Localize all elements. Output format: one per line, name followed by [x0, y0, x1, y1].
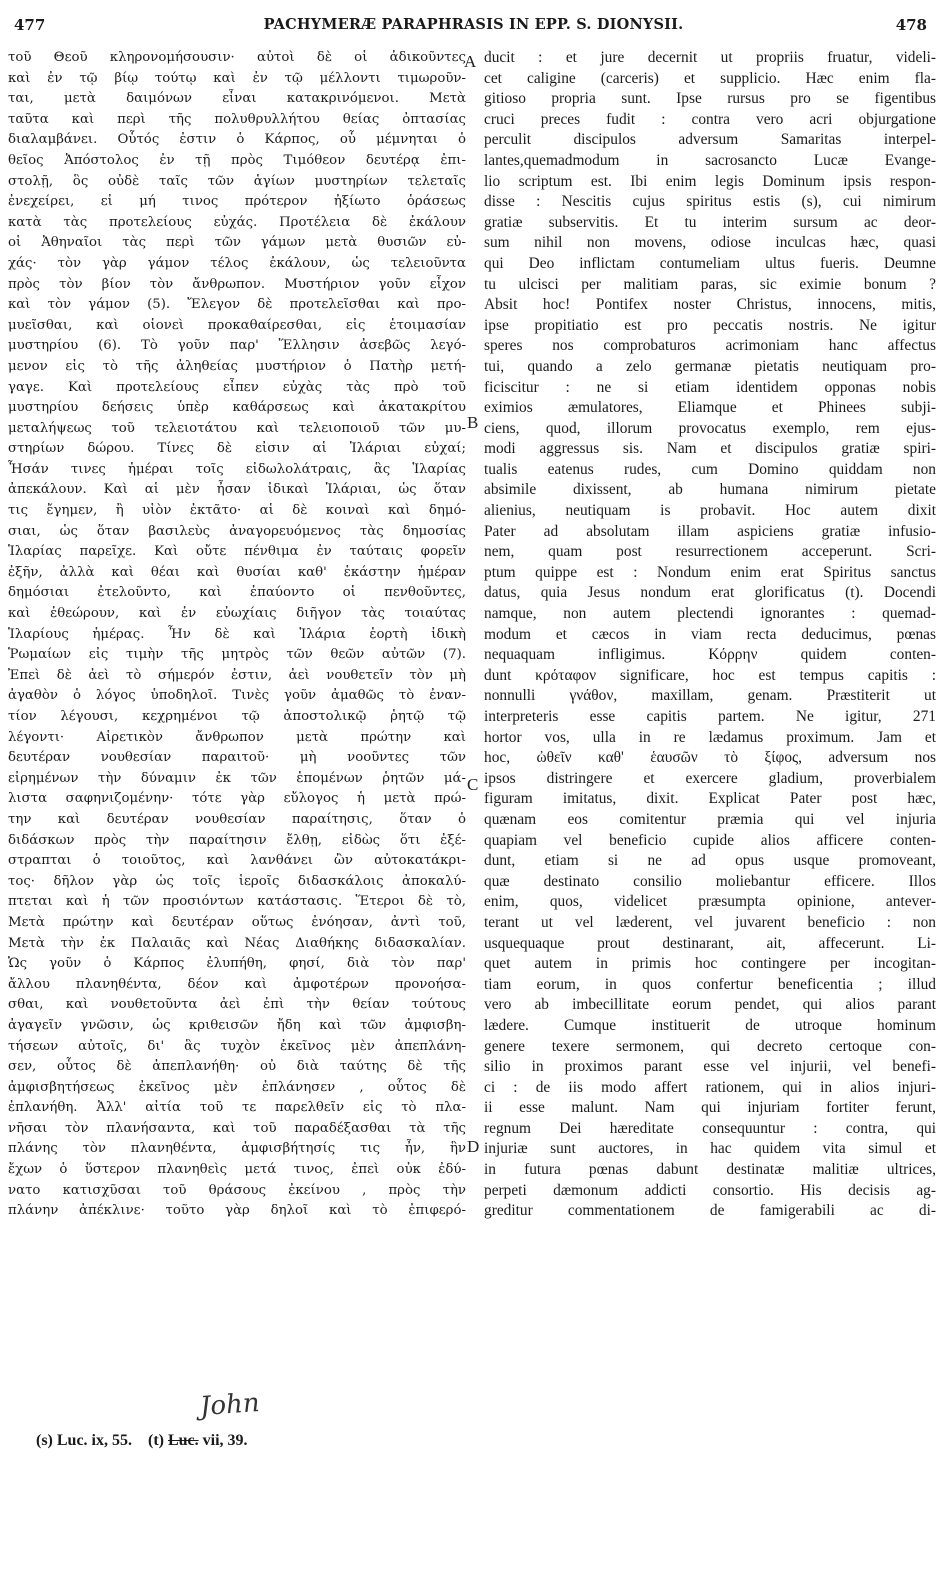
latin-text-line: interpreteris esse capitis partem. Ne igitur, 271: [484, 708, 936, 725]
greek-text-line: δευτέραν νουθεσίαν παραιτοῦ· μὴ νοοῦντες τῶν: [8, 750, 466, 766]
greek-text-line: νῆσαι τὸν πλανήσαντα, καὶ τοῦ παραδέξασθαι τὰ τῆς: [8, 1120, 466, 1136]
latin-text-line: dunt κρόταφον significare, hoc est tempus capitis :: [484, 666, 936, 684]
latin-text-line: lædere. Cumque instituerit de utroque hominum: [484, 1016, 936, 1034]
latin-text-line: ducit : et jure decernit ut propriis fruatur, videli-: [484, 49, 936, 66]
greek-text-line: ἀμφισβητήσεως ἐκεῖνος μὲν ἐπλάνησεν , οὗτος δὲ: [8, 1079, 466, 1095]
greek-text-line: μυεῖσθαι, καὶ οἱονεὶ προκαθαίρεσθαι, εἰς ἑτοιμασίαν: [8, 317, 466, 333]
latin-text-line: hoc, ὠθεῖν καθ' ἑαυσῶν τὸ ξίφος, adversum nos: [484, 749, 936, 767]
latin-text-line: sum nihil non movens, odiose inculcas hæc, quasi: [484, 234, 936, 252]
latin-text-line: perpeti dæmonum addicti consortio. His decisis ag-: [484, 1181, 936, 1199]
greek-text-line: ἐξῆν, ἀλλὰ καὶ θέαι καὶ θυσίαι καθ' ἑκάστην ἡμέραν: [8, 564, 466, 580]
greek-text-line: τος· δῆλον γὰρ ὡς τοῖς ἱεροῖς διδασκάλοις ἀποκαλύ-: [8, 873, 466, 889]
latin-text-line: tu ulcisci per malitiam paras, sic eximie bonum ?: [484, 275, 936, 293]
latin-text-line: lantes,quemadmodum in sacrosancto Lucæ Evange-: [484, 151, 936, 169]
running-head: PACHYMERÆ PARAPHRASIS IN EPP. S. DIONYSII.: [263, 16, 684, 33]
greek-text-line: λέγοντι· Αἱρετικὸν ἄνθρωπον μετὰ πρώτην καὶ: [8, 729, 466, 745]
greek-text-line: διαλαμβάνει. Οὗτός ἐστιν ὁ Κάρπος, οὗ μέμνηται ὁ: [8, 132, 466, 148]
latin-text-line: injuriæ sunt auctores, in hac quidem vita simul et: [484, 1140, 936, 1158]
greek-text-line: τήσεων αὐτοῖς, δι' ἃς τυχὸν ἐκεῖνος μὲν ἀπεπλάνη-: [8, 1038, 466, 1054]
latin-text-line: namque, non autem plectendi ignorantes : quemad-: [484, 605, 936, 623]
latin-text-line: perculit discipulos adversum Samaritas interpel-: [484, 131, 936, 149]
latin-text-line: terant ut vel læderent, vel juvarent beneficio : non: [484, 913, 936, 931]
latin-text-line: ipsos distringere et exercere gladium, proverbialem: [484, 769, 936, 787]
greek-text-line: ἐπλανήθη. Ἀλλ' αἰτία τοῦ τε παρελθεῖν εἰς τὸ πλα-: [8, 1100, 466, 1116]
greek-text-line: εἰρημένων τὴν δύναμιν ἐκ τῶν ἑπομένων ῥητῶν μά-: [8, 770, 466, 786]
latin-text-line: ptum quippe est : Nondum enim erat Spiritus sanctus: [484, 563, 936, 581]
latin-text-line: ii esse malunt. Nam qui injuriam fortiter ferunt,: [484, 1099, 936, 1117]
latin-text-line: lio scriptum est. Ibi enim legis Dominum ipsis respon-: [484, 172, 936, 190]
greek-text-line: ἀπεκάλουν. Καὶ αἱ μὲν ἦσαν ἰδικαὶ Ἱλάριαι, ὡς ὅταν: [8, 482, 466, 498]
greek-text-line: ἄλλου πλανηθέντα, δέον καὶ ἀμφοτέρων προνοήσα-: [8, 976, 466, 992]
greek-text-line: μυστηρίου (6). Τὸ γοῦν παρ' Ἕλλησιν ἀσεβῶς λεγό-: [8, 338, 466, 354]
greek-text-line: την καὶ δευτέραν νουθεσίαν παραίτησις, ὅταν ὁ: [8, 811, 466, 827]
latin-text-line: nonnulli γνάθον, maxillam, genam. Præstiterit ut: [484, 687, 936, 705]
footnote-t-rest: vii, 39.: [198, 1432, 248, 1449]
greek-text-line: Ἦσάν τινες ἡμέραι τοῖς εἰδωλολάτραις, ἃς Ἱλαρίας: [8, 461, 466, 477]
greek-text-line: σθαι, καὶ νουθετοῦντα ἀεὶ ἐπὶ τὴν θείαν τούτους: [8, 997, 466, 1013]
latin-text-line: tualis eatenus rudes, cum Domino quiddam non: [484, 460, 936, 478]
latin-text-line: ci : de iis modo affert rationem, qui in alios injuri-: [484, 1078, 936, 1096]
greek-column: [8, 48, 466, 1222]
footnote-t-struck: Luc.: [167, 1432, 199, 1449]
latin-text-line: vero ab imbecillitate eorum pendet, qui alios parant: [484, 996, 936, 1014]
footnote-t-prefix: (t): [148, 1432, 168, 1449]
greek-text-line: ταῦτα καὶ περὶ τῆς πολυθρυλλήτου θείας ὀπτασίας: [8, 111, 466, 127]
greek-text-line: καὶ ἐν τῷ βίῳ τούτῳ καὶ ἐν τῷ μέλλοντι τιμωροῦν-: [8, 70, 466, 86]
latin-text-line: alienius, neutiquam is probavit. Hoc autem dixit: [484, 502, 936, 520]
latin-text-line: ficiscitur : ne si etiam identidem opponas nobis: [484, 378, 936, 396]
latin-text-line: dunt, etiam si ne ad opus usque promoveant,: [484, 852, 936, 870]
latin-text-line: disse : Nescitis cujus spiritus estis (s), cui nimirum: [484, 193, 936, 211]
section-marker-a: A: [464, 52, 477, 71]
footnotes: [36, 1432, 248, 1450]
greek-text-line: Μετὰ πρώτην καὶ δευτέραν οὕτως ἐνόησαν, ἀντὶ τοῦ,: [8, 914, 466, 930]
greek-text-line: τοῦ Θεοῦ κληρονομήσουσιν· αὐτοὶ δὲ οἱ ἀδικοῦντες: [8, 50, 466, 65]
latin-text-line: gratiæ subservitis. Et tu interim sursum ac deor-: [484, 213, 936, 231]
greek-text-line: χάς· τὸν γὰρ γάμον τέλος ἐκάλουν, ὡς τελειοῦντα: [8, 255, 466, 271]
latin-column: [484, 48, 936, 1222]
greek-text-line: ἔχων ὁ ὕστερον πλανηθεὶς μετά τινος, ἐπεὶ οὐκ ἐδύ-: [8, 1162, 466, 1178]
greek-text-line: Ῥωμαίων εἰς τιμὴν τῆς μητρὸς τῶν θεῶν αὐτῶν (7).: [8, 647, 466, 663]
latin-text-line: qui Deo inflictam contumeliam ultus fueris. Deumne: [484, 254, 936, 272]
greek-text-line: ται, μετὰ δαιμόνων εἶναι κατακρινόμενοι. Μετὰ: [8, 91, 466, 107]
greek-text-line: δημόσιαι ἐτελοῦντο, καὶ ἐπαύοντο οἱ πενθοῦντες,: [8, 585, 466, 601]
latin-text-line: quæ destinato consilio moliebantur efficere. Illos: [484, 872, 936, 890]
latin-text-line: tiam eorum, in quos confertur beneficentia ; illud: [484, 975, 936, 993]
latin-text-line: enim, quos, videlicet præsumpta opinione, antever-: [484, 893, 936, 911]
latin-text-line: nem, quam post resurrectionem acceperunt. Scri-: [484, 543, 936, 561]
greek-text-line: ἐνεχείρει, εἰ μή τινος πρότερον ἠξίωτο ὁράσεως: [8, 194, 466, 210]
page-number-left: 477: [14, 16, 46, 34]
latin-text-line: eximios æmulatores, Eliamque et Phinees subji-: [484, 399, 936, 417]
greek-text-line: πλάνην ἀπέκλινε· τοῦτο γὰρ δηλοῖ καὶ τὸ ἐπιφερό-: [8, 1203, 466, 1219]
greek-text-line: ἀγαγεῖν γνῶσιν, ὡς κριθεισῶν ἤδη καὶ τῶν ἀμφισβη-: [8, 1017, 466, 1033]
greek-text-line: τις ἔγημεν, ἢ υἱὸν ἐκτᾶτο· αἱ δὲ κοιναὶ καὶ δημό-: [8, 503, 466, 519]
latin-text-line: in futura pœnas dabunt destinatæ malitiæ ultrices,: [484, 1161, 936, 1179]
greek-text-line: στηρίων δώρου. Τίνες δὲ εἰσιν αἱ Ἱλάριαι εὐχαί;: [8, 441, 466, 457]
latin-text-line: ipse propitiatio est pro peccatis nostris. Ne igitur: [484, 316, 936, 334]
greek-text-line: οἱ Ἀθηναῖοι τὰς περὶ τῶν γάμων μετὰ θυσιῶν εὐ-: [8, 235, 466, 251]
greek-text-line: διδάσκων πρὸς τὴν παραίτησιν ἔλθῃ, εἰδὼς ὅτι ἐξέ-: [8, 832, 466, 848]
greek-text-line: Ἱλαρίους ἡμέρας. Ἦν δὲ καὶ Ἱλάρια ἑορτὴ ἰδικὴ: [8, 626, 466, 642]
latin-text-line: figuram imitatus, dixit. Explicat Pater post hæc,: [484, 790, 936, 808]
greek-text-line: Ὡς γοῦν ὁ Κάρπος ἐλυπήθη, φησί, διὰ τὸν παρ': [8, 956, 466, 972]
greek-text-line: νατο κατισχῦσαι τοῦ θράσους ἐκείνου , πρὸς τὴν: [8, 1182, 466, 1198]
greek-text-line: πτεται καὶ ἡ τῶν προσιόντων κατάστασις. Ἕτεροι δὲ τὸ,: [8, 894, 466, 910]
latin-text-line: modum et cæcos in viam recta deducimus, pœnas: [484, 625, 936, 643]
latin-text-line: Absit hoc! Pontifex noster Christus, innocens, mitis,: [484, 296, 936, 314]
handwritten-note: John: [199, 1387, 261, 1423]
greek-text-line: πλάνης τὸν πλανηθέντα, ἀμφισβήτησίς τις ἦν, ἣν: [8, 1141, 466, 1157]
greek-text-line: μεταλήψεως τοῦ τελειοτάτου καὶ τελειοποιοῦ τῶν μυ-: [8, 420, 466, 436]
greek-text-line: θεῖος Ἀπόστολος ἐν τῇ πρὸς Τιμόθεον δευτέρᾳ ἐπι-: [8, 152, 466, 168]
footnote-s: (s) Luc. ix, 55.: [36, 1432, 132, 1449]
latin-text-line: tui, quando a zelo germanæ pietatis neutiquam pro-: [484, 357, 936, 375]
latin-text-line: speres nos comprobaturos acrimoniam hanc affectus: [484, 337, 936, 355]
latin-text-line: cet caligine (carceris) et supplicio. Hæc enim fla-: [484, 69, 936, 87]
latin-text-line: nequaquam infligimus. Κόρρην quidem conten-: [484, 646, 936, 664]
greek-text-line: μυστηρίου δεήσεις ὑπὲρ καθάρσεως καὶ ἀκατακρίτου: [8, 400, 466, 416]
greek-text-line: στραπται ὁ τοιοῦτος, καὶ λανθάνει ὢν αὐτοκατάκρι-: [8, 853, 466, 869]
latin-text-line: quet autem in primis hoc contingere per incogitan-: [484, 955, 936, 973]
latin-text-line: absimile dixissent, ab humana nimirum pietate: [484, 481, 936, 499]
section-marker-c: C: [467, 775, 479, 794]
latin-text-line: silio in proximos parant esse vel injurii, vel benefi-: [484, 1058, 936, 1076]
latin-text-line: ciens, quod, illorum provocatus exemplo, rem ejus-: [484, 419, 936, 437]
greek-text-line: σιαι, ὡς ὅταν βασιλεὺς ἀναγορευόμενος τὰς δημοσίας: [8, 523, 466, 539]
greek-text-line: τίον λέγουσι, κεχρημένοι τῷ ἀποστολικῷ ῥητῷ τῷ: [8, 709, 466, 724]
latin-text-line: quapiam vel beneficio cupide alios afficere conten-: [484, 831, 936, 849]
greek-text-line: μενον εἰς τὸ τῆς ἀληθείας μυστήριον ὁ Πατὴρ μετή-: [8, 358, 466, 374]
greek-text-line: γαγε. Καὶ προτελείους εἶπεν εὐχὰς τὰς πρὸ τοῦ: [8, 379, 466, 395]
latin-text-line: modi aggressus sis. Nam et discipulos gratiæ spiri-: [484, 440, 936, 458]
greek-text-line: σεν, οὗτος δὲ ἀπεπλανήθη· οὐ διὰ ταύτης δὲ τῆς: [8, 1059, 466, 1075]
latin-text-line: Pater ad absolutam illam aspiciens gratiæ infusio-: [484, 522, 936, 540]
greek-text-line: λιστα σαφηνιζομένην· τότε γὰρ εὔλογος ἡ μετὰ πρώ-: [8, 791, 466, 807]
latin-text-line: greditur commentationem de famigerabili ac di-: [484, 1202, 936, 1220]
latin-text-line: genere texere sermonem, qui decreto certoque con-: [484, 1037, 936, 1055]
greek-text-line: καὶ ἐθεώρουν, καὶ ἐν εὐωχίαις διῆγον τὰς τοιαύτας: [8, 606, 466, 622]
greek-text-line: κατὰ τὰς προτελείους εὐχάς. Προτέλεια δὲ ἐκάλουν: [8, 214, 466, 230]
greek-text-line: καὶ τὸν γάμον (5). Ἔλεγον δὲ προτελεῖσθαι καὶ προ-: [8, 297, 466, 313]
latin-text-line: gitioso propria sunt. Ipse rursus pro se figentibus: [484, 90, 936, 108]
section-marker-b: B: [467, 413, 479, 432]
latin-text-line: datus, quia Jesus nondum erat glorificatus (t). Docendi: [484, 584, 936, 602]
latin-text-line: quænam eos comitentur præmia qui vel injuria: [484, 810, 936, 828]
latin-text-line: cruci preces fudit : contra vero acri objurgatione: [484, 110, 936, 128]
latin-text-line: regnum Dei hæreditate consequuntur : contra, qui: [484, 1119, 936, 1137]
greek-text-line: Ἐπεὶ δὲ ἀεὶ τὸ σήμερόν ἐστιν, ἀεὶ νουθετεῖν τὸν μὴ: [8, 667, 466, 683]
latin-text-line: usquequaque prout destinarant, ait, affecerunt. Li-: [484, 934, 936, 952]
greek-text-line: στολῇ, ὃς οὐδὲ ταῖς τῶν ἁγίων μυστηρίων τελεταῖς: [8, 173, 466, 189]
greek-text-line: ἀγαθὸν ὁ λόγος ὑποδηλοῖ. Τινὲς γοῦν ἀμαθῶς τὸ ἐναν-: [8, 688, 466, 704]
latin-text-line: hortor vos, ulla in re lædamus proximum. Jam et: [484, 728, 936, 746]
greek-text-line: Μετὰ τὴν ἐκ Παλαιᾶς καὶ Νέας Διαθήκης διδασκαλίαν.: [8, 935, 466, 951]
section-marker-d: D: [467, 1137, 480, 1156]
greek-text-line: πρὸς τὸν βίον τὸν ἄνθρωπον. Μυστήριον γοῦν εἶχον: [8, 276, 466, 292]
greek-text-line: Ἱλαρίας παρεῖχε. Καὶ οὔτε πένθιμα ἐν ταύταις φορεῖν: [8, 544, 466, 560]
page-number-right: 478: [895, 16, 927, 34]
